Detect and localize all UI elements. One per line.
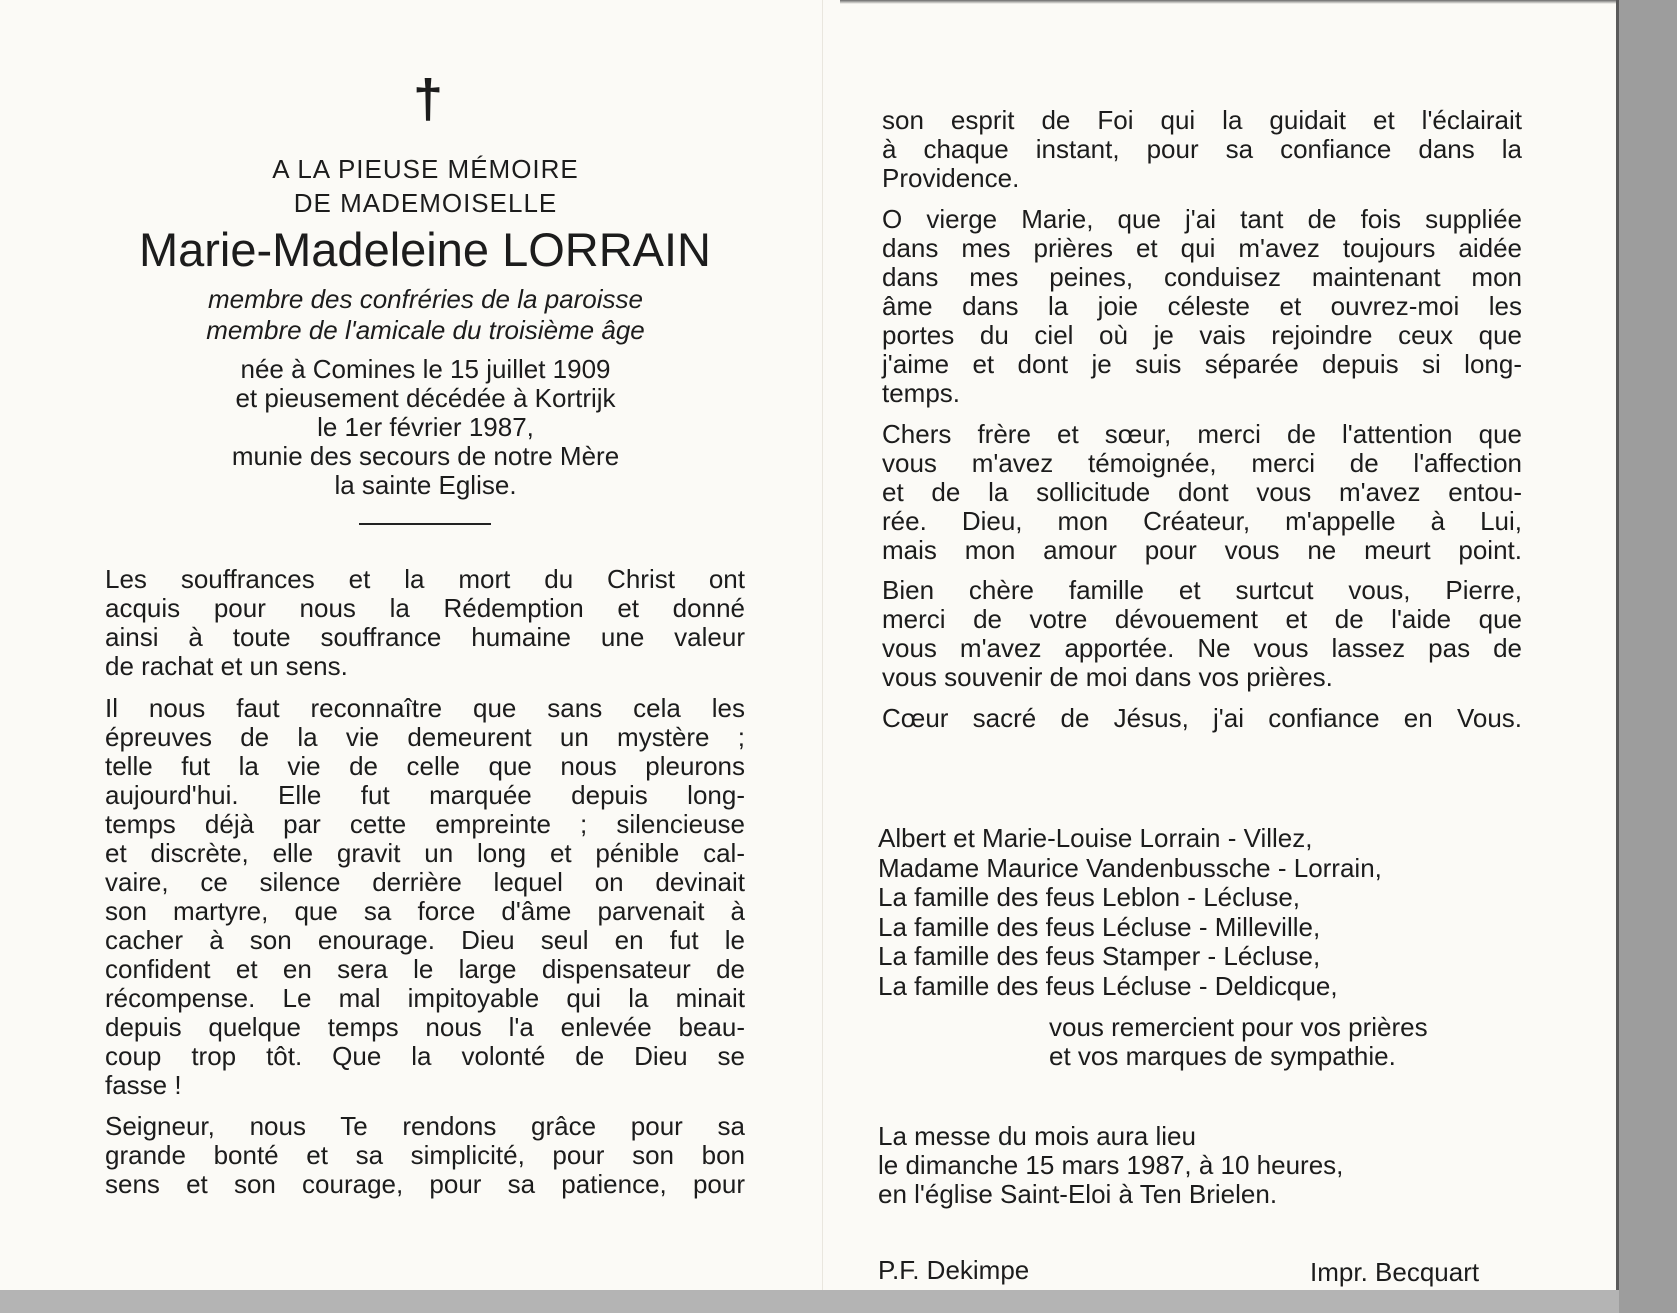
divider bbox=[359, 523, 491, 525]
birth-death-dates bbox=[103, 355, 748, 500]
text-line: j'aime et dont je suis séparée depuis si long- bbox=[882, 349, 1522, 379]
text-line: Bien chère famille et surtcut vous, Pierre, bbox=[882, 575, 1522, 605]
left-paragraph-2 bbox=[105, 694, 745, 1100]
text-line: mais mon amour pour vous ne meurt point. bbox=[882, 535, 1522, 565]
right-paragraph-4 bbox=[882, 576, 1522, 692]
text-line: de rachat et un sens. bbox=[105, 651, 348, 681]
thanks-line: et vos marques de sympathie. bbox=[1049, 1041, 1396, 1071]
text-line: temps déjà par cette empreinte ; silencieuse bbox=[105, 809, 745, 839]
memberships bbox=[103, 284, 748, 346]
scan-edge-bottom bbox=[0, 1290, 1619, 1313]
right-paragraph-2 bbox=[882, 205, 1522, 408]
text-line: acquis pour nous la Rédemption et donné bbox=[105, 593, 745, 623]
text-line: Seigneur, nous Te rendons grâce pour sa bbox=[105, 1111, 745, 1141]
text-line: fasse ! bbox=[105, 1070, 182, 1100]
text-line: depuis quelque temps nous l'a enlevée beau- bbox=[105, 1012, 745, 1042]
family-line: La famille des feus Lécluse - Milleville, bbox=[878, 911, 1321, 942]
text-line: Il nous faut reconnaître que sans cela les bbox=[105, 693, 745, 723]
text-line: sens et son courage, pour sa patience, pour bbox=[105, 1169, 745, 1199]
text-line: dans mes prières et qui m'avez toujours aidée bbox=[882, 233, 1522, 263]
deceased-name: Marie-Madeleine LORRAIN bbox=[138, 223, 712, 276]
mass-line: le dimanche 15 mars 1987, à 10 heures, bbox=[878, 1150, 1344, 1180]
right-paragraph-3 bbox=[882, 420, 1522, 565]
text-line: Chers frère et sœur, merci de l'attention que bbox=[882, 419, 1522, 449]
scan-edge-right bbox=[1616, 0, 1619, 1290]
text-line: rée. Dieu, mon Créateur, m'appelle à Lui, bbox=[882, 506, 1522, 536]
text-line: O vierge Marie, que j'ai tant de fois suppliée bbox=[882, 204, 1522, 234]
scan-shadow bbox=[840, 0, 1616, 4]
text-line: temps. bbox=[882, 378, 961, 408]
mass-line: La messe du mois aura lieu bbox=[878, 1121, 1196, 1151]
dates-line: la sainte Eglise. bbox=[334, 470, 517, 500]
thanks bbox=[1049, 1013, 1428, 1071]
family-list bbox=[878, 824, 1382, 1001]
text-line: grande bonté et sa simplicité, pour son bon bbox=[105, 1140, 745, 1170]
membership-line: membre de l'amicale du troisième âge bbox=[206, 315, 645, 345]
heading-line: DE MADEMOISELLE bbox=[293, 188, 558, 218]
text-line: confident et en sera le large dispensateur de bbox=[105, 954, 745, 984]
text-line: et discrète, elle gravit un long et pénible cal- bbox=[105, 838, 745, 868]
cross-icon: † bbox=[413, 69, 444, 129]
text-line: vaire, ce silence derrière lequel on devinait bbox=[105, 867, 745, 897]
text-line: à chaque instant, pour sa confiance dans la bbox=[882, 134, 1522, 164]
thanks-line: vous remercient pour vos prières bbox=[1049, 1012, 1428, 1042]
heading bbox=[103, 152, 748, 220]
family-line: La famille des feus Leblon - Lécluse, bbox=[878, 882, 1301, 912]
text-line: vous souvenir de moi dans vos prières. bbox=[882, 662, 1333, 692]
mass-announcement bbox=[878, 1122, 1343, 1209]
printer: Impr. Becquart bbox=[1310, 1257, 1480, 1287]
text-line: Les souffrances et la mort du Christ ont bbox=[105, 564, 745, 594]
text-line: portes du ciel où je vais rejoindre ceux que bbox=[882, 320, 1522, 350]
left-paragraph-3 bbox=[105, 1112, 745, 1199]
right-paragraph-5 bbox=[882, 704, 1522, 733]
family-line: Madame Maurice Vandenbussche - Lorrain, bbox=[878, 852, 1382, 883]
text-line: épreuves de la vie demeurent un mystère ; bbox=[105, 722, 745, 752]
mass-line: en l'église Saint-Eloi à Ten Brielen. bbox=[878, 1179, 1278, 1209]
right-paragraph-1 bbox=[882, 106, 1522, 193]
text-line: vous m'avez apportée. Ne vous lassez pas de bbox=[882, 633, 1522, 663]
family-line: La famille des feus Stamper - Lécluse, bbox=[878, 941, 1321, 971]
membership-line: membre des confréries de la paroisse bbox=[208, 284, 643, 314]
left-paragraph-1 bbox=[105, 565, 745, 681]
dates-line: le 1er février 1987, bbox=[317, 412, 534, 442]
funeral-director: P.F. Dekimpe bbox=[878, 1255, 1030, 1285]
text-line: son martyre, que sa force d'âme parvenait à bbox=[105, 896, 745, 926]
text-line: dans mes peines, conduisez maintenant mon bbox=[882, 262, 1522, 292]
dates-line: munie des secours de notre Mère bbox=[231, 441, 620, 471]
text-line: ainsi à toute souffrance humaine une valeur bbox=[105, 622, 745, 652]
heading-line: A LA PIEUSE MÉMOIRE bbox=[272, 154, 579, 184]
text-line: Cœur sacré de Jésus, j'ai confiance en Vous. bbox=[882, 703, 1522, 733]
dates-line: née à Comines le 15 juillet 1909 bbox=[240, 354, 611, 384]
text-line: âme dans la joie céleste et ouvrez-moi les bbox=[882, 291, 1522, 321]
text-line: telle fut la vie de celle que nous pleurons bbox=[105, 751, 745, 781]
text-line: aujourd'hui. Elle fut marquée depuis long- bbox=[105, 780, 745, 810]
text-line: cacher à son enourage. Dieu seul en fut le bbox=[105, 925, 745, 955]
text-line: Providence. bbox=[882, 163, 1020, 193]
text-line: son esprit de Foi qui la guidait et l'éclairait bbox=[882, 105, 1522, 135]
text-line: et de la sollicitude dont vous m'avez entou- bbox=[882, 477, 1522, 507]
dates-line: et pieusement décédée à Kortrijk bbox=[235, 383, 616, 413]
card-fold bbox=[822, 0, 823, 1290]
text-line: coup trop tôt. Que la volonté de Dieu se bbox=[105, 1041, 745, 1071]
text-line: merci de votre dévouement et de l'aide que bbox=[882, 604, 1522, 634]
text-line: vous m'avez témoignée, merci de l'affection bbox=[882, 448, 1522, 478]
text-line: récompense. Le mal impitoyable qui la minait bbox=[105, 983, 745, 1013]
family-line: Albert et Marie-Louise Lorrain - Villez, bbox=[878, 823, 1313, 853]
family-line: La famille des feus Lécluse - Deldicque, bbox=[878, 970, 1338, 1001]
